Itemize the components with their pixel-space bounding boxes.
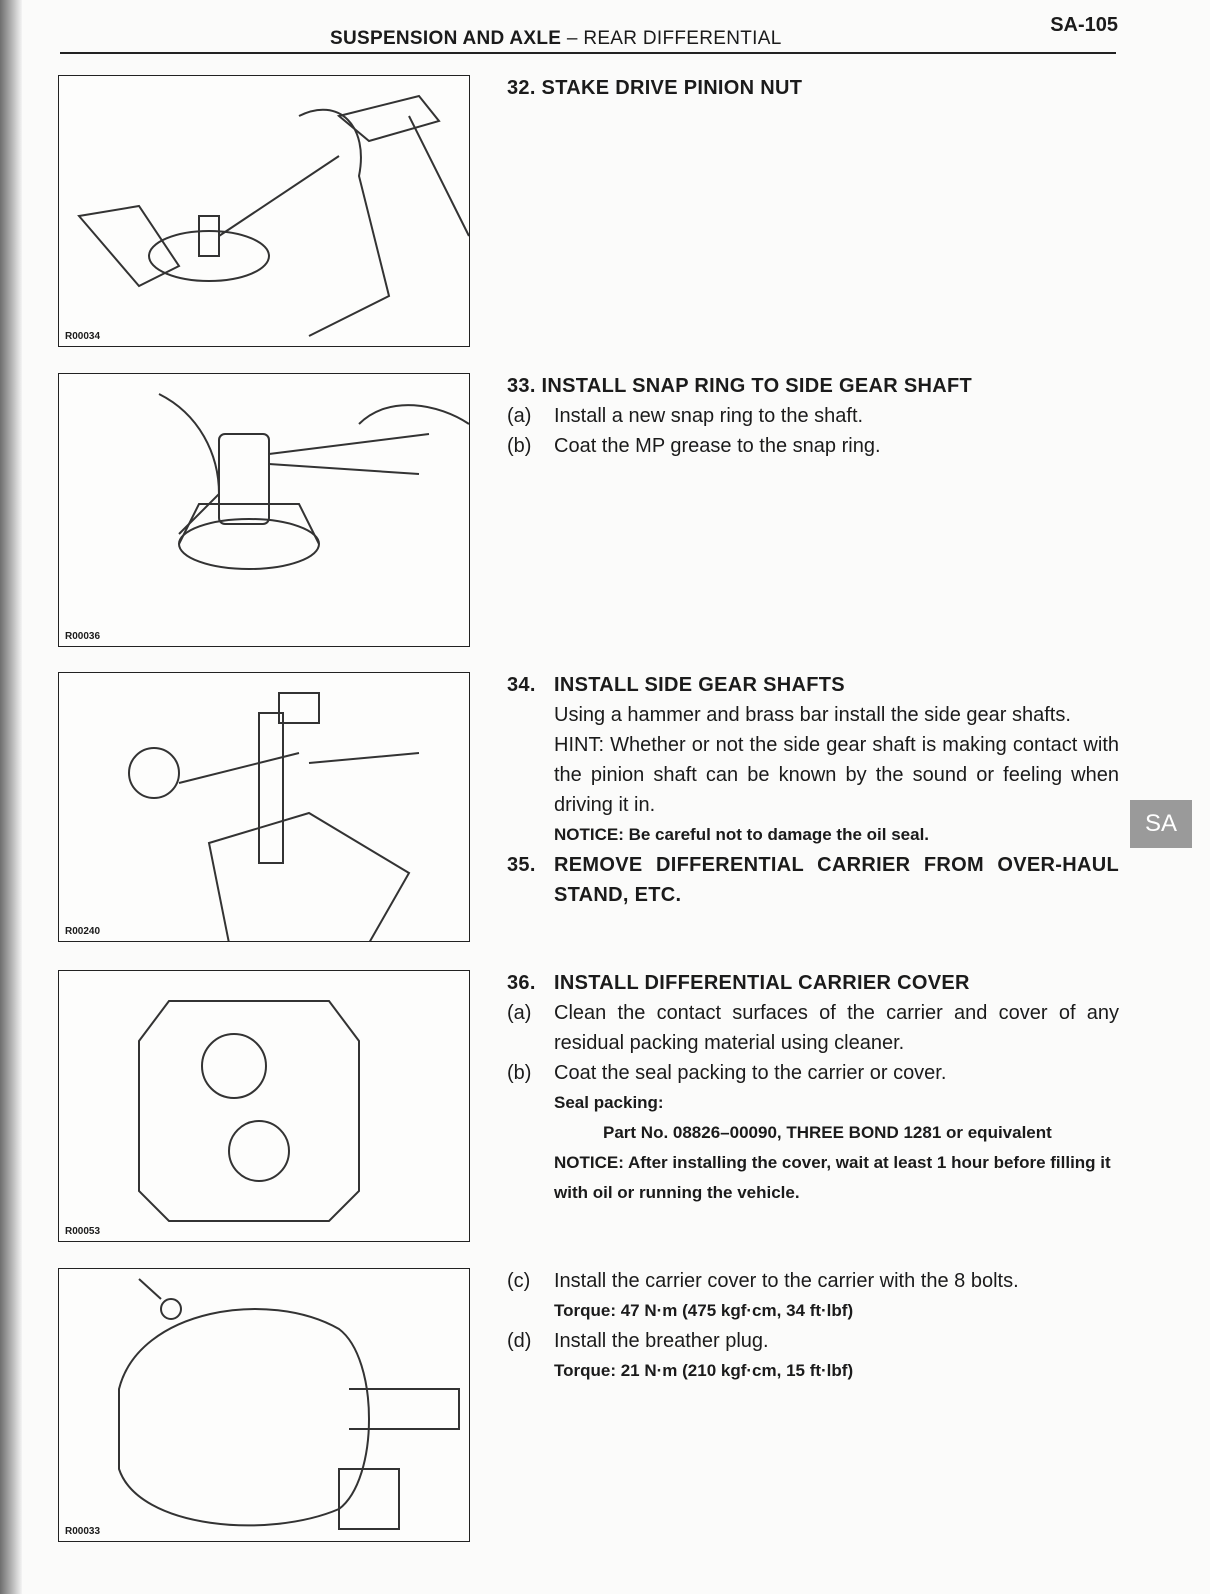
step-number: 36. bbox=[507, 972, 536, 994]
step-36-continued bbox=[507, 1266, 1119, 1386]
hammer-illustration bbox=[59, 76, 469, 346]
figure-id: R00033 bbox=[65, 1526, 101, 1537]
figure-snap-ring bbox=[58, 373, 470, 647]
figure-stake-pinion-nut bbox=[58, 75, 470, 347]
step-title: INSTALL SIDE GEAR SHAFTS bbox=[554, 674, 845, 696]
step-32 bbox=[507, 73, 1119, 103]
sub-label: (a) bbox=[507, 405, 532, 427]
hint-text: HINT: Whether or not the side gear shaft is making contact with the pinion shaft can be known by the sound or feeling when driving it in. bbox=[554, 734, 1119, 816]
brass-bar-illustration bbox=[59, 673, 469, 941]
seal-packing-illustration bbox=[59, 971, 469, 1241]
scan-edge bbox=[0, 0, 22, 1594]
figure-id: R00034 bbox=[65, 331, 101, 342]
snap-ring-pliers-illustration bbox=[59, 374, 469, 646]
step-text: Using a hammer and brass bar install the side gear shafts. bbox=[554, 704, 1071, 726]
header-rule bbox=[60, 52, 1116, 54]
step-number: 34. bbox=[507, 674, 536, 696]
section-tab-sa: SA bbox=[1130, 800, 1192, 848]
carrier-cover-illustration bbox=[59, 1269, 469, 1541]
step-34 bbox=[507, 670, 1119, 910]
step-36 bbox=[507, 968, 1119, 1208]
notice-text: NOTICE: Be careful not to damage the oil seal. bbox=[554, 825, 930, 844]
sub-label: (c) bbox=[507, 1270, 531, 1292]
figure-id: R00053 bbox=[65, 1226, 101, 1237]
sub-text: Coat the MP grease to the snap ring. bbox=[554, 435, 881, 457]
sub-label: (a) bbox=[507, 1002, 532, 1024]
step-number: 35. bbox=[507, 854, 536, 876]
step-title: REMOVE DIFFERENTIAL CARRIER FROM OVER-HAUL STAND, ETC. bbox=[554, 854, 1119, 906]
torque-spec: Torque: 47 N·m (475 kgf·cm, 34 ft·lbf) bbox=[554, 1301, 854, 1320]
figure-id: R00240 bbox=[65, 926, 101, 937]
figure-id: R00036 bbox=[65, 631, 101, 642]
step-title: 33. INSTALL SNAP RING TO SIDE GEAR SHAFT bbox=[507, 375, 973, 397]
step-33 bbox=[507, 371, 1119, 461]
header-subsection: REAR DIFFERENTIAL bbox=[583, 28, 782, 49]
sub-label: (b) bbox=[507, 1062, 532, 1084]
running-header bbox=[330, 28, 782, 50]
figure-carrier-cover-bolts bbox=[58, 1268, 470, 1542]
sub-label: (d) bbox=[507, 1330, 532, 1352]
step-title: INSTALL DIFFERENTIAL CARRIER COVER bbox=[554, 972, 970, 994]
torque-spec: Torque: 21 N·m (210 kgf·cm, 15 ft·lbf) bbox=[554, 1361, 854, 1380]
step-title: 32. STAKE DRIVE PINION NUT bbox=[507, 77, 803, 99]
figure-side-gear-shaft bbox=[58, 672, 470, 942]
sub-text: Clean the contact surfaces of the carrier and cover of any residual packing material using cleaner. bbox=[554, 1002, 1119, 1054]
header-section: SUSPENSION AND AXLE bbox=[330, 28, 562, 49]
sub-label: (b) bbox=[507, 435, 532, 457]
sub-text: Install a new snap ring to the shaft. bbox=[554, 405, 864, 427]
seal-packing-part: Part No. 08826–00090, THREE BOND 1281 or equivalent bbox=[603, 1123, 1052, 1142]
figure-carrier-cover-packing bbox=[58, 970, 470, 1242]
notice-text: NOTICE: After installing the cover, wait at least 1 hour before filling it with oil or running the vehicle. bbox=[554, 1153, 1111, 1202]
sub-text: Install the breather plug. bbox=[554, 1330, 769, 1352]
sub-text: Coat the seal packing to the carrier or cover. bbox=[554, 1062, 947, 1084]
header-dash: – bbox=[561, 28, 584, 49]
seal-packing-label: Seal packing: bbox=[554, 1093, 664, 1112]
page-number: SA-105 bbox=[1050, 14, 1118, 36]
sub-text: Install the carrier cover to the carrier with the 8 bolts. bbox=[554, 1270, 1019, 1292]
